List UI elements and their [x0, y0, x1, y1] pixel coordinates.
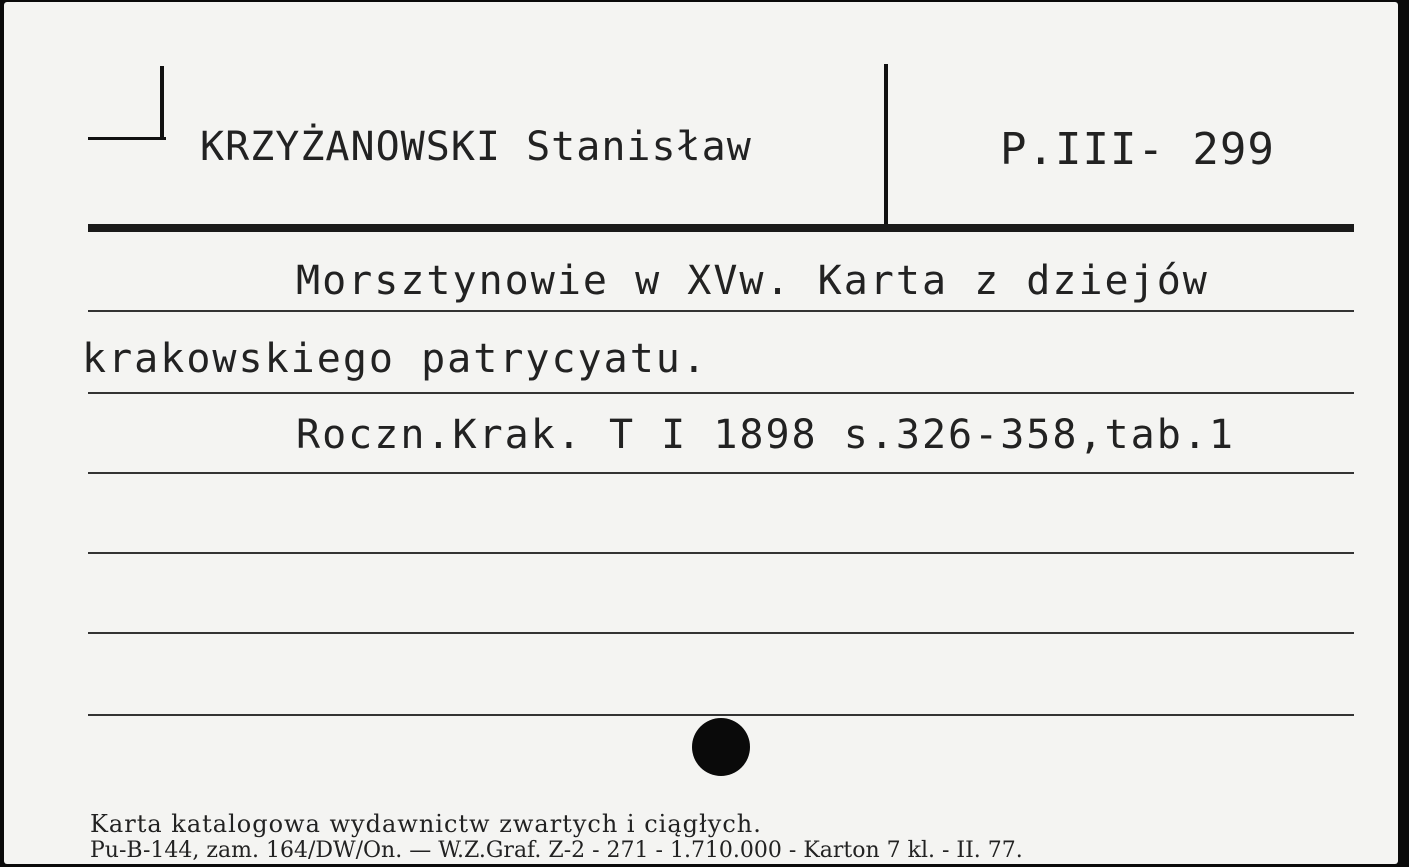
- author-name: KRZYŻANOWSKI Stanisław: [200, 124, 752, 170]
- header-divider: [884, 64, 888, 224]
- ruled-line-2: [88, 392, 1354, 394]
- corner-mark-vertical: [160, 66, 164, 138]
- ruled-line-3: [88, 472, 1354, 474]
- title-line-2: krakowskiego patrycyatu.: [82, 336, 708, 382]
- footer-line-1: Karta katalogowa wydawnictw zwartych i ciągłych.: [90, 810, 762, 838]
- corner-mark-horizontal: [88, 137, 166, 140]
- ruled-line-4: [88, 552, 1354, 554]
- catalog-card: [4, 2, 1398, 864]
- header-rule: [88, 224, 1354, 232]
- call-number: P.III- 299: [1000, 124, 1275, 175]
- footer-line-2: Pu-B-144, zam. 164/DW/On. — W.Z.Graf. Z-2 - 271 - 1.710.000 - Karton 7 kl. - II. 77.: [90, 838, 1023, 863]
- ruled-line-1: [88, 310, 1354, 312]
- ruled-line-5: [88, 632, 1354, 634]
- ruled-line-6: [88, 714, 1354, 716]
- punch-hole: [692, 718, 750, 776]
- title-line-1: Morsztynowie w XVw. Karta z dziejów: [296, 258, 1209, 304]
- citation-line: Roczn.Krak. T I 1898 s.326-358,tab.1: [296, 412, 1235, 458]
